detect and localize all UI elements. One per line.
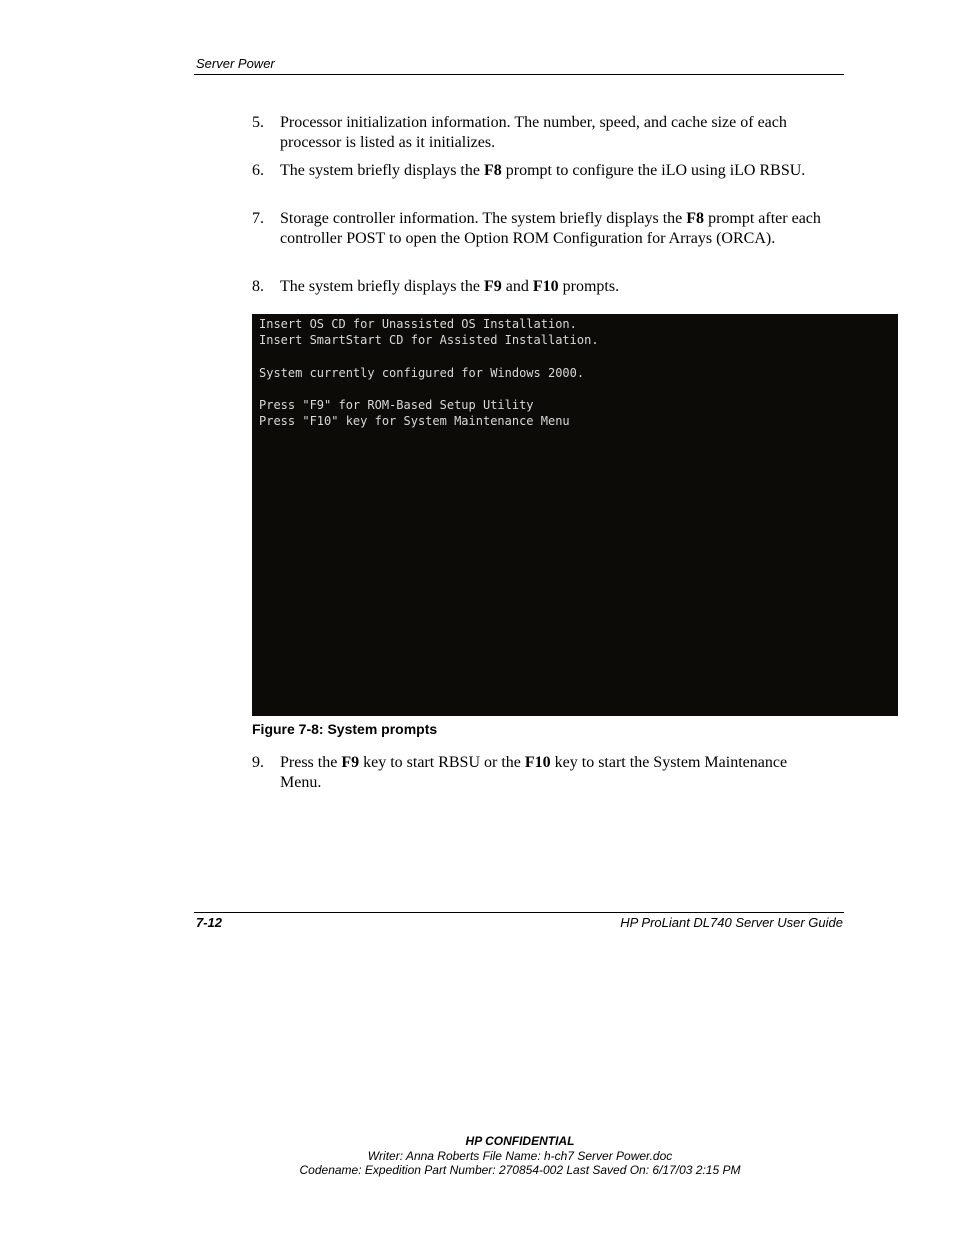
footer-rule [194,912,844,913]
step-number: 9. [252,754,264,771]
running-header: Server Power [196,56,275,71]
codename-line: Codename: Expedition Part Number: 270854-002 Last Saved On: 6/17/03 2:15 PM [299,1163,741,1177]
step-text [280,209,832,248]
step-item [252,113,832,152]
text-run: Processor initialization information. The number, speed, and cache size of each processor is listed as it initializes. [280,114,787,151]
step-item [252,209,832,248]
header-rule [194,74,844,75]
confidential-label: HP CONFIDENTIAL [465,1134,575,1148]
text-run: prompt after each controller POST to open the Option ROM Configuration for Arrays (ORCA). [280,210,821,247]
console-line: Insert OS CD for Unassisted OS Installation. [259,317,577,331]
text-run: Storage controller information. The system briefly displays the [280,210,687,227]
console-line [259,381,898,397]
console-line: Press "F10" key for System Maintenance Menu [259,414,570,429]
step-text [280,161,832,181]
step-text [280,113,832,152]
text-run: prompts. [558,278,620,295]
console-line: Press "F9" for ROM-Based Setup Utility [259,397,534,412]
key-name: F9 [341,754,360,771]
step-number: 7. [252,210,264,227]
step-text [280,277,832,297]
text-run: key to start RBSU or the [359,754,525,771]
key-name: F10 [532,278,559,295]
key-name: F9 [483,278,502,295]
step-number: 8. [252,278,264,295]
text-run: The system briefly displays the [280,278,484,295]
text-run: The system briefly displays the [280,162,484,179]
writer-line: Writer: Anna Roberts File Name: h-ch7 Server Power.doc [367,1148,673,1163]
step-item [252,277,832,297]
step-item [252,753,832,792]
console-line: Insert SmartStart CD for Assisted Installation. [259,333,599,348]
step-text [280,753,832,792]
text-run: prompt to configure the iLO using iLO RBSU. [501,162,806,179]
step-number: 5. [252,114,264,131]
figure-caption: Figure 7-8: System prompts [252,721,438,737]
text-run: Press the [280,754,342,771]
step-number: 6. [252,162,264,179]
step-item [252,161,832,181]
page-number: 7-12 [196,915,223,930]
console-screenshot [252,314,898,716]
text-run: key to start the System Maintenance Menu. [280,754,788,791]
console-line: System currently configured for Windows 2000. [259,365,585,380]
key-name: F8 [483,162,502,179]
text-run: and [501,278,533,295]
document-title: HP ProLiant DL740 Server User Guide [620,915,843,930]
confidential-block [0,1134,954,1178]
key-name: F8 [686,210,705,227]
key-name: F10 [524,754,551,771]
console-line [259,348,898,364]
